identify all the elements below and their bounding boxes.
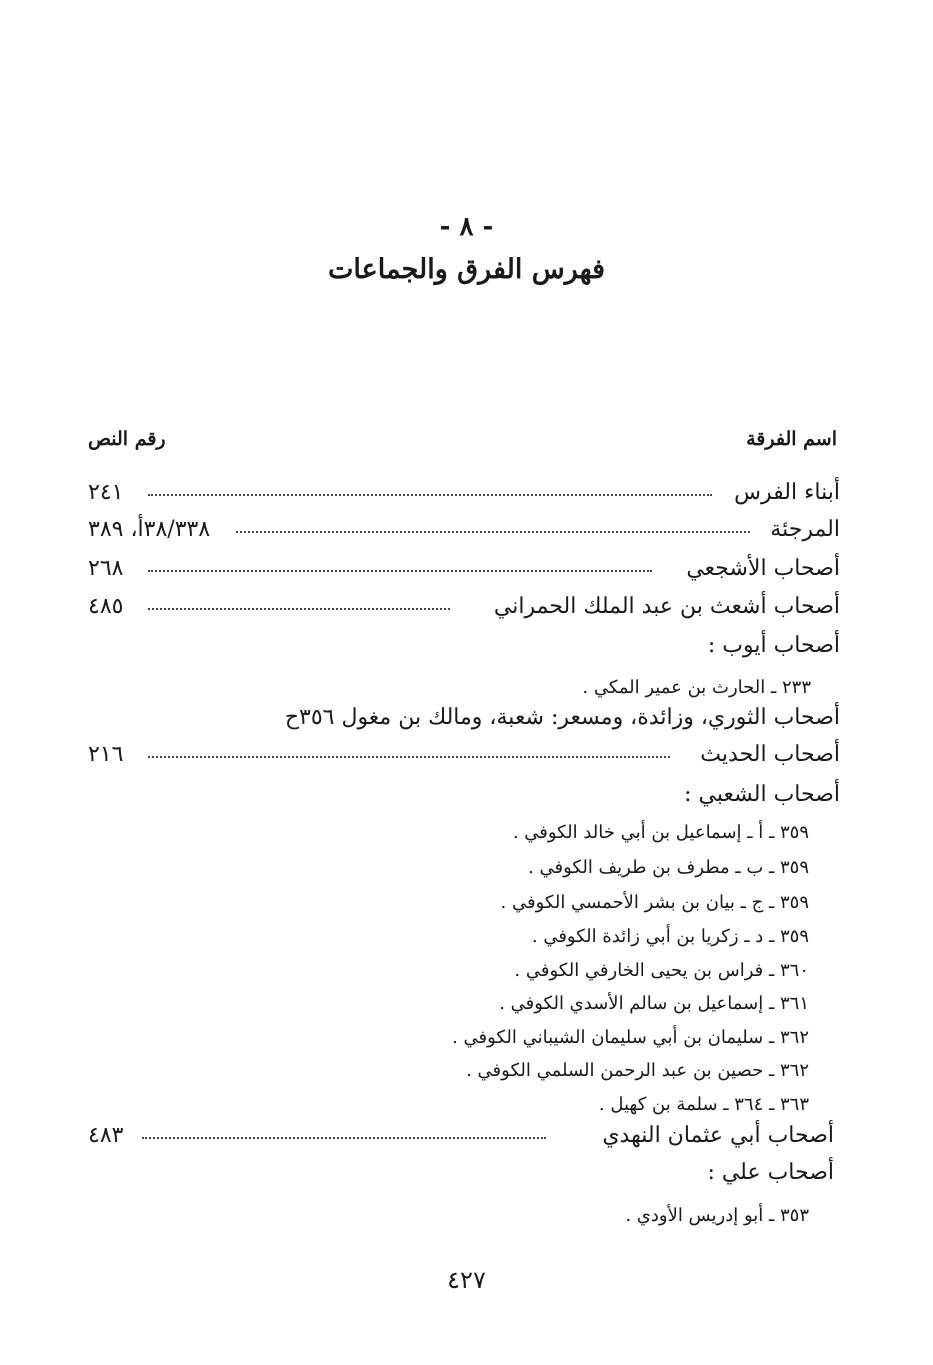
column-header-text-number: رقم النص (88, 428, 166, 450)
entry-label: أصحاب علي : (707, 1160, 834, 1185)
subentry: ٣٦٠ ـ فراس بن يحيى الخارفي الكوفي . (514, 960, 809, 981)
entry-label: أصحاب الأشجعي (686, 556, 840, 581)
index-entry (88, 480, 840, 510)
index-entry (88, 705, 840, 735)
entry-label: أصحاب الثوري، وزائدة، ومسعر: شعبة، ومالك بن مغول ٣٥٦ح (284, 705, 840, 730)
leader-dots (142, 1137, 546, 1139)
leader-dots (148, 570, 652, 572)
index-entry (88, 1160, 834, 1190)
subentry: ٣٥٩ ـ د ـ زكريا بن أبي زائدة الكوفي . (531, 926, 809, 947)
entry-reference: ٤٨٣ (88, 1123, 124, 1148)
index-entry (88, 556, 840, 586)
entry-label: أصحاب أبي عثمان النهدي (602, 1123, 834, 1148)
entry-reference: ٤٨٥ (88, 594, 124, 619)
page-number: ٤٢٧ (447, 1266, 486, 1294)
index-entry (88, 594, 840, 624)
entry-reference: ٢١٦ (88, 742, 124, 767)
subentry: ٣٥٩ ـ ج ـ بيان بن بشر الأحمسي الكوفي . (500, 892, 809, 913)
index-entry (88, 742, 840, 772)
subentry: ٣٥٩ ـ ب ـ مطرف بن طريف الكوفي . (528, 857, 809, 878)
index-entry (88, 517, 840, 547)
index-entry (88, 633, 840, 663)
entry-reference: ٢٦٨ (88, 556, 124, 581)
subentry: ٣٦٢ ـ سليمان بن أبي سليمان الشيباني الكوفي . (452, 1027, 809, 1048)
entry-label: المرجئة (770, 517, 840, 542)
leader-dots (148, 494, 712, 496)
entry-label: أصحاب الحديث (700, 742, 840, 767)
leader-dots (148, 608, 450, 610)
subentry: ٣٦٢ ـ حصين بن عبد الرحمن السلمي الكوفي . (466, 1060, 809, 1081)
entry-label: أصحاب الشعبي : (684, 782, 840, 807)
column-header-group-name: اسم الفرقة (746, 428, 837, 450)
index-entry (88, 1123, 834, 1153)
entry-label: أصحاب أيوب : (707, 633, 840, 658)
subentry: ٣٦٣ ـ ٣٦٤ ـ سلمة بن كهيل . (598, 1094, 809, 1115)
subentry: ٣٥٩ ـ أ ـ إسماعيل بن أبي خالد الكوفي . (512, 822, 809, 843)
entry-reference: ٣٨/٣٣٨أ، ٣٨٩ (88, 517, 211, 542)
subentry: ٢٣٣ ـ الحارث بن عمير المكي . (582, 677, 811, 698)
leader-dots (236, 531, 750, 533)
subentry: ٣٥٣ ـ أبو إدريس الأودي . (625, 1205, 809, 1226)
entry-label: أصحاب أشعث بن عبد الملك الحمراني (493, 594, 840, 619)
subentry: ٣٦١ ـ إسماعيل بن سالم الأسدي الكوفي . (499, 993, 809, 1014)
entry-reference: ٢٤١ (88, 480, 124, 505)
index-entry (88, 782, 840, 812)
leader-dots (148, 756, 670, 758)
page-title: فهرس الفرق والجماعات (327, 254, 606, 285)
entry-label: أبناء الفرس (734, 480, 840, 505)
section-number: - ٨ - (439, 212, 494, 242)
